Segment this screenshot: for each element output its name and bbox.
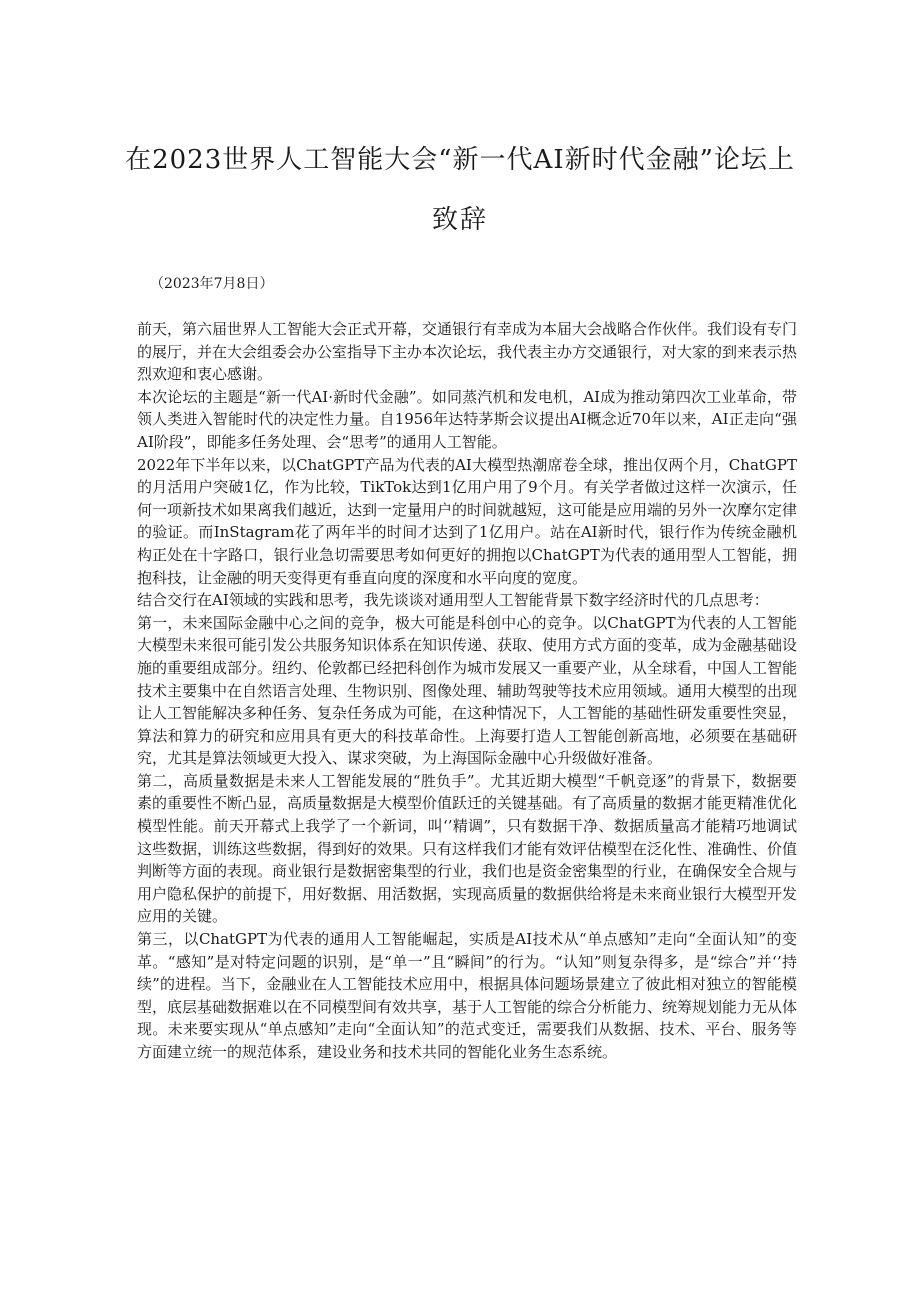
paragraph-point-three: 第三，以ChatGPT为代表的通用人工智能崛起，实质是AI技术从“单点感知”走向“全面认知”的变革。“感知”是对特定问题的识别，是“单一”且“瞬间”的行为。“认知”则复杂得多，是“综合”并‘’持续”的进程。当下，金融业在人工智能技术应用中，根据具体问题场景建立了彼此相对独立的智能模型，底层基础数据难以在不同模型间有效共享，基于人工智能的综合分析能力、统筹规划能力无从体现。未来要实现从“单点感知”走向“全面认知”的范式变迁，需要我们从数据、技术、平台、服务等方面建立统一的规范体系，建设业务和技术共同的智能化业务生态系统。	[137, 930, 798, 1061]
paragraph-intro-points: 结合交行在AI领域的实践和思考，我先谈谈对通用型人工智能背景下数字经济时代的几点思考：	[137, 591, 769, 610]
paragraph-opening: 前天，第六届世界人工智能大会正式开幕，交通银行有幸成为本届大会战略合作伙伴。我们设有专门的展厅，并在大会组委会办公室指导下主办本次论坛，我代表主办方交通银行，对大家的到来表示热烈欢迎和衷心感谢。	[137, 320, 798, 384]
document-title-line-1: 在2023世界人工智能大会“新一代AI新时代金融”论坛上	[125, 145, 795, 175]
paragraph-chatgpt-trend: 2022年下半年以来，以ChatGPT产品为代表的AI大模型热潮席卷全球，推出仅两个月，ChatGPT的月活用户突破1亿，作为比较，TikTok达到1亿用户用了9个月。有关学者做过这样一次演示，任何一项新技术如果离我们越近，达到一定量用户的时间就越短，这可能是应用端的另外一次摩尔定律的验证。而InStagram花了两年半的时间才达到了1亿用户。站在AI新时代，银行作为传统金融机构正处在十字路口，银行业急切需要思考如何更好的拥抱以ChatGPT为代表的通用型人工智能，拥抱科技，让金融的明天变得更有垂直向度的深度和水平向度的宽度。	[137, 455, 798, 587]
paragraph-forum-theme: 本次论坛的主题是“新一代AI·新时代金融”。如同蒸汽机和发电机，AI成为推动第四次工业革命，带领人类进入智能时代的决定性力量。自1956年达特茅斯会议提出AI概念近70年以来，AI正走向“强AI阶段”，即能多任务处理、会“思考”的通用人工智能。	[137, 387, 797, 451]
document-body	[137, 318, 797, 1064]
paragraph-point-two: 第二，高质量数据是未来人工智能发展的“胜负手”。尤其近期大模型“千帆竞逐”的背景下，数据要素的重要性不断凸显，高质量数据是大模型价值跃迁的关键基础。有了高质量的数据才能更精准优化模型性能。前天开幕式上我学了一个新词，叫‘’精调”，只有数据干净、数据质量高才能精巧地调试这些数据，训练这些数据，得到好的效果。只有这样我们才能有效评估模型在泛化性、准确性、价值判断等方面的表现。商业银行是数据密集型的行业，我们也是资金密集型的行业，在确保安全合规与用户隐私保护的前提下，用好数据、用活数据，实现高质量的数据供给将是未来商业银行大模型开发应用的关键。	[137, 771, 798, 926]
document-title-line-2: 致辞	[431, 205, 488, 235]
paragraph-point-one: 第一，未来国际金融中心之间的竞争，极大可能是科创中心的竞争。以ChatGPT为代表的人工智能大模型未来很可能引发公共服务知识体系在知识传递、获取、使用方式方面的变革，成为金融基础设施的重要组成部分。纽约、伦敦都已经把科创作为城市发展又一重要产业，从全球看，中国人工智能技术主要集中在自然语言处理、生物识别、图像处理、辅助驾驶等技术应用领域。通用大模型的出现让人工智能解决多种任务、复杂任务成为可能，在这种情况下，人工智能的基础性研发重要性突显，算法和算力的研究和应用具有更大的科技革命性。上海要打造人工智能创新高地，必须要在基础研究，尤其是算法领域更大投入、谋求突破，为上海国际金融中心升级做好准备。	[137, 613, 798, 768]
document-date: （2023年7月8日）	[150, 276, 274, 292]
